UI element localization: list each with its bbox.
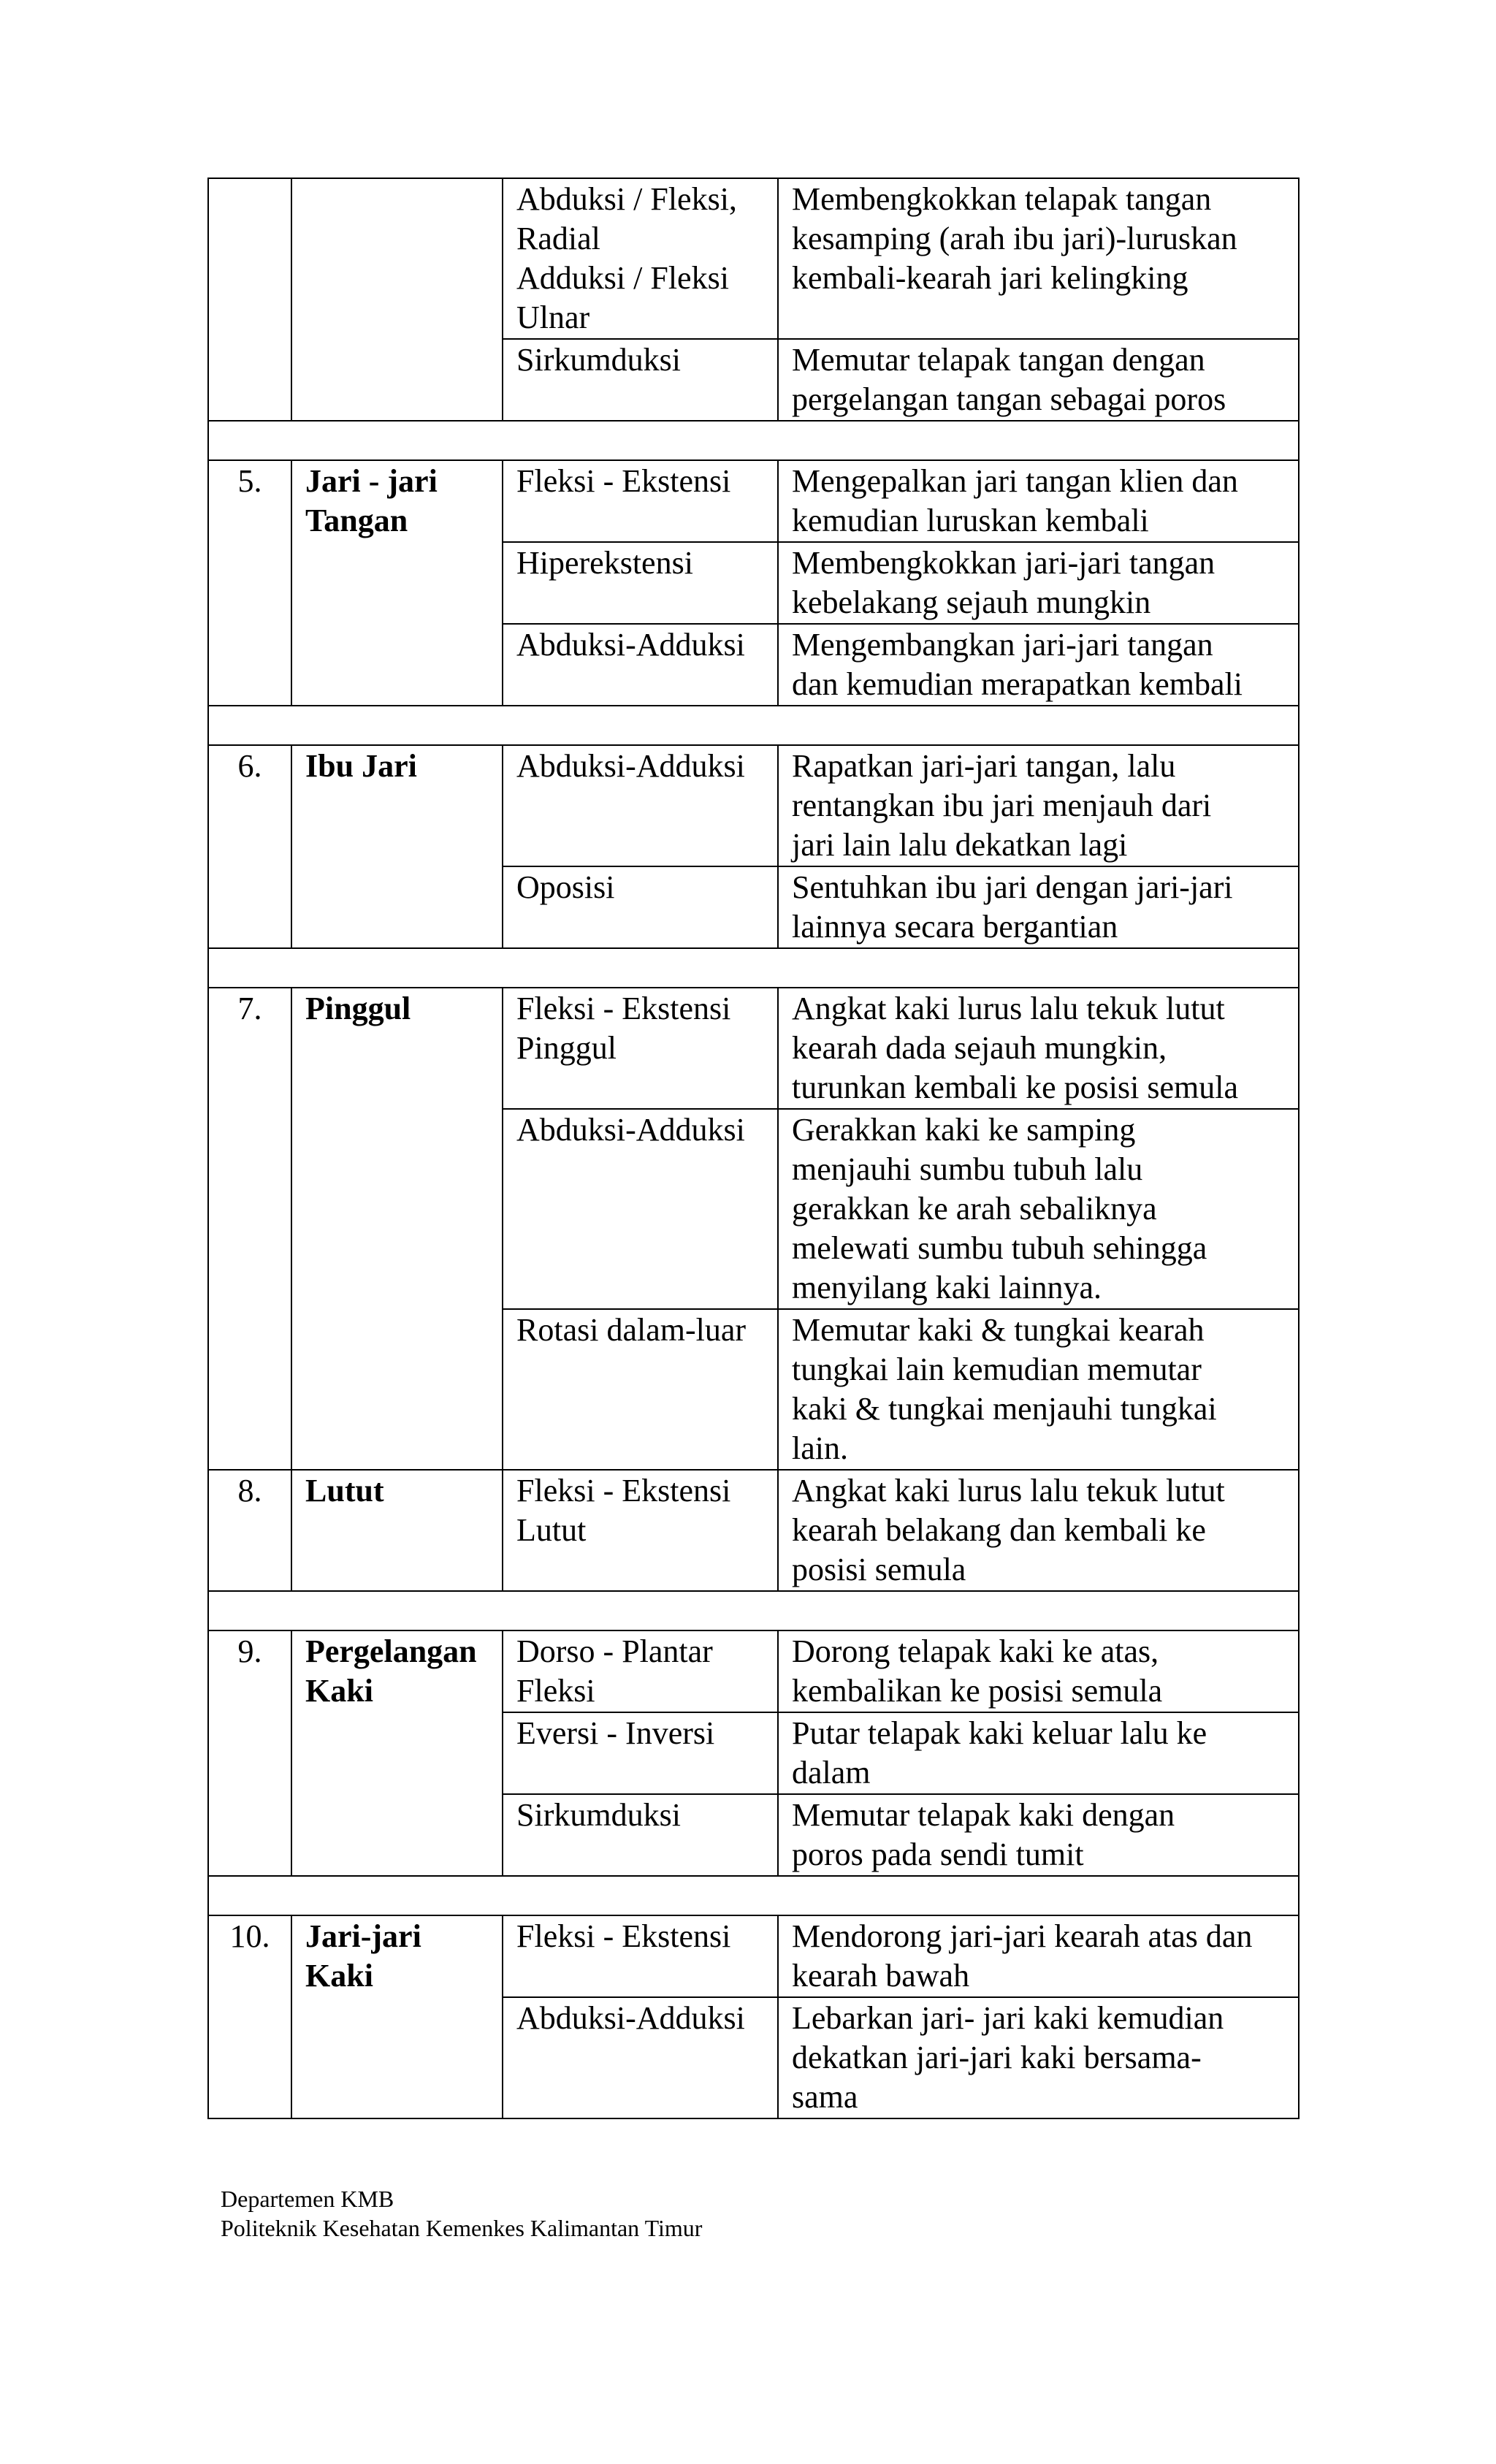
movement-cell: Hiperekstensi (503, 542, 778, 624)
row-number-cell: 10. (208, 1915, 291, 2118)
table-spacer-row (208, 948, 1299, 988)
description-cell: Membengkokkan telapak tangan kesamping (arah ibu jari)-luruskan kembali-kearah jari kelingking (778, 178, 1299, 339)
description-cell: Membengkokkan jari-jari tangan kebelakang sejauh mungkin (778, 542, 1299, 624)
table-row (208, 460, 1299, 542)
movement-cell: Abduksi-Adduksi (503, 1109, 778, 1309)
joint-name-cell: Ibu Jari (291, 745, 503, 948)
description-cell: Angkat kaki lurus lalu tekuk lutut kearah belakang dan kembali ke posisi semula (778, 1470, 1299, 1591)
description-cell: Dorong telapak kaki ke atas, kembalikan ke posisi semula (778, 1630, 1299, 1712)
movement-cell: Abduksi-Adduksi (503, 624, 778, 706)
spacer-cell (208, 1876, 1299, 1915)
row-number-cell: 8. (208, 1470, 291, 1591)
row-number-cell: 9. (208, 1630, 291, 1876)
footer-institution: Politeknik Kesehatan Kemenkes Kalimantan Timur (221, 2215, 703, 2241)
description-cell: Mengembangkan jari-jari tangan dan kemudian merapatkan kembali (778, 624, 1299, 706)
table-row (208, 745, 1299, 866)
joint-name-cell: Jari - jari Tangan (291, 460, 503, 706)
table-row (208, 1630, 1299, 1712)
row-number-cell: 7. (208, 988, 291, 1470)
table-spacer-row (208, 1876, 1299, 1915)
description-cell: Sentuhkan ibu jari dengan jari-jari lainnya secara bergantian (778, 866, 1299, 948)
spacer-cell (208, 948, 1299, 988)
spacer-cell (208, 421, 1299, 460)
table-row (208, 1915, 1299, 1997)
movement-cell: Sirkumduksi (503, 1794, 778, 1876)
movement-cell: Fleksi - Ekstensi Pinggul (503, 988, 778, 1109)
footer-department: Departemen KMB (221, 2186, 394, 2212)
movement-cell: Rotasi dalam-luar (503, 1309, 778, 1470)
joint-name-cell (291, 178, 503, 421)
description-cell: Memutar kaki & tungkai kearah tungkai lain kemudian memutar kaki & tungkai menjauhi tungkai lain. (778, 1309, 1299, 1470)
movement-cell: Abduksi-Adduksi (503, 745, 778, 866)
joint-name-cell: Pergelangan Kaki (291, 1630, 503, 1876)
movement-cell: Eversi - Inversi (503, 1712, 778, 1794)
description-cell: Angkat kaki lurus lalu tekuk lutut kearah dada sejauh mungkin, turunkan kembali ke posisi semula (778, 988, 1299, 1109)
joint-name-cell: Lutut (291, 1470, 503, 1591)
description-cell: Lebarkan jari- jari kaki kemudian dekatkan jari-jari kaki bersama- sama (778, 1997, 1299, 2118)
spacer-cell (208, 706, 1299, 745)
row-number-cell: 6. (208, 745, 291, 948)
movement-cell: Abduksi-Adduksi (503, 1997, 778, 2118)
movement-cell: Abduksi / Fleksi, Radial Adduksi / Fleksi Ulnar (503, 178, 778, 339)
range-of-motion-table (207, 178, 1300, 2119)
movement-cell: Fleksi - Ekstensi (503, 460, 778, 542)
table-spacer-row (208, 706, 1299, 745)
table-spacer-row (208, 1591, 1299, 1630)
movement-cell: Fleksi - Ekstensi Lutut (503, 1470, 778, 1591)
description-cell: Mendorong jari-jari kearah atas dan kearah bawah (778, 1915, 1299, 1997)
row-number-cell: 5. (208, 460, 291, 706)
movement-cell: Oposisi (503, 866, 778, 948)
page-footer (221, 2184, 702, 2243)
description-cell: Memutar telapak kaki dengan poros pada sendi tumit (778, 1794, 1299, 1876)
description-cell: Mengepalkan jari tangan klien dan kemudian luruskan kembali (778, 460, 1299, 542)
spacer-cell (208, 1591, 1299, 1630)
description-cell: Rapatkan jari-jari tangan, lalu rentangkan ibu jari menjauh dari jari lain lalu dekatkan lagi (778, 745, 1299, 866)
movement-cell: Dorso - Plantar Fleksi (503, 1630, 778, 1712)
joint-name-cell: Pinggul (291, 988, 503, 1470)
table-row (208, 988, 1299, 1109)
table-row (208, 1470, 1299, 1591)
table-row (208, 178, 1299, 339)
movement-cell: Fleksi - Ekstensi (503, 1915, 778, 1997)
description-cell: Memutar telapak tangan dengan pergelangan tangan sebagai poros (778, 339, 1299, 421)
table-spacer-row (208, 421, 1299, 460)
table-body (208, 178, 1299, 2118)
row-number-cell (208, 178, 291, 421)
movement-cell: Sirkumduksi (503, 339, 778, 421)
description-cell: Putar telapak kaki keluar lalu ke dalam (778, 1712, 1299, 1794)
description-cell: Gerakkan kaki ke samping menjauhi sumbu tubuh lalu gerakkan ke arah sebaliknya melewati sumbu tubuh sehingga menyilang kaki lainnya. (778, 1109, 1299, 1309)
joint-name-cell: Jari-jari Kaki (291, 1915, 503, 2118)
